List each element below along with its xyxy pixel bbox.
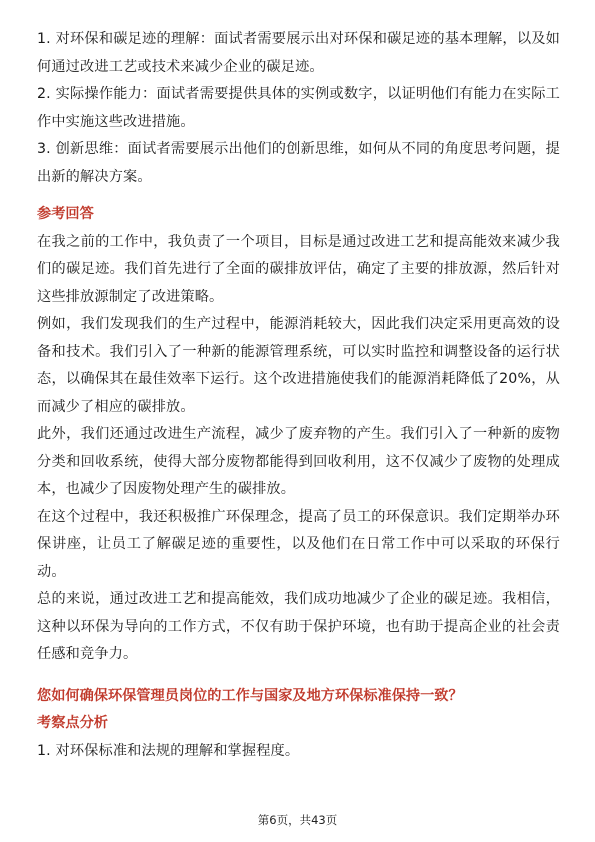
page-content [37, 26, 560, 765]
page-footer: 第6页，共43页 [257, 813, 338, 827]
question-title: 您如何确保环保管理员岗位的工作与国家及地方环保标准保持一致？ [37, 687, 463, 704]
criteria-item-1: 1. 对环保和碳足迹的理解：面试者需要展示出对环保和碳足迹的基本理解，以及如何通过改进工艺或技术来减少企业的碳足迹。 [37, 31, 560, 75]
answer-paragraph-5: 总的来说，通过改进工艺和提高能效，我们成功地减少了企业的碳足迹。我相信，这种以环保为导向的工作方式，不仅有助于保护环境，也有助于提高企业的社会责任感和竞争力。 [37, 591, 560, 662]
criteria-item-3: 3. 创新思维：面试者需要展示出他们的创新思维，如何从不同的角度思考问题，提出新的解决方案。 [37, 141, 560, 185]
answer-paragraph-4: 在这个过程中，我还积极推广环保理念，提高了员工的环保意识。我们定期举办环保讲座，让员工了解碳足迹的重要性，以及他们在日常工作中可以采取的环保行动。 [37, 508, 560, 580]
analysis-heading: 考察点分析 [37, 715, 108, 731]
answer-paragraph-1: 在我之前的工作中，我负责了一个项目，目标是通过改进工艺和提高能效来减少我们的碳足迹。我们首先进行了全面的碳排放评估，确定了主要的排放源，然后针对这些排放源制定了改进策略。 [37, 233, 560, 305]
answer-paragraph-3: 此外，我们还通过改进生产流程，减少了废弃物的产生。我们引入了一种新的废物分类和回收系统，使得大部分废物都能得到回收利用，这不仅减少了废物的处理成本，也减少了因废物处理产生的碳排放。 [37, 426, 560, 497]
answer-heading: 参考回答 [37, 206, 94, 222]
answer-paragraph-2: 例如，我们发现我们的生产过程中，能源消耗较大，因此我们决定采用更高效的设备和技术。我们引入了一种新的能源管理系统，可以实时监控和调整设备的运行状态，以确保其在最佳效率下运行。这个改进措施使我们的能源消耗降低了20%，从而减少了相应的碳排放。 [37, 316, 560, 415]
analysis-item-1: 1. 对环保标准和法规的理解和掌握程度。 [37, 742, 300, 759]
criteria-item-2: 2. 实际操作能力：面试者需要提供具体的实例或数字，以证明他们有能力在实际工作中实施这些改进措施。 [37, 86, 560, 130]
